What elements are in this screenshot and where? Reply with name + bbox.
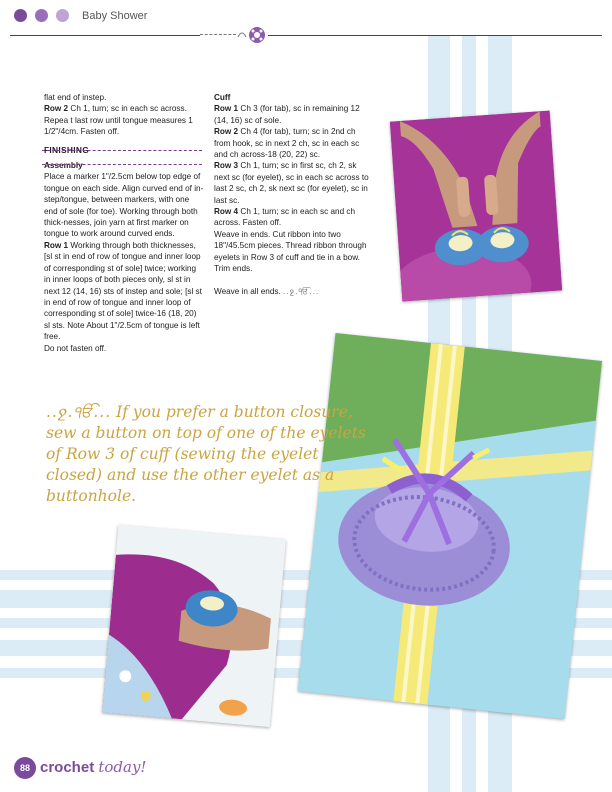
row-label: Row 1 xyxy=(44,240,69,250)
photo-hands-booties xyxy=(390,111,562,302)
header-dot-3 xyxy=(56,9,69,22)
row-text: Ch 1, turn; sc in first sc, ch 2, sk next sc (for eyelet), sc in each sc across to last 2 sc, ch 2, sk next sc (for eyelet), sc in last sc. xyxy=(214,161,369,205)
weave-text: Weave in ends. Cut ribbon into two 18"/45.5cm pieces. Thread ribbon through eyelets in Row 3 of cuff and tie in a bow. Trim ends. xyxy=(214,229,367,274)
row-label: Row 2 xyxy=(214,127,239,137)
cuff-row3 xyxy=(214,160,374,206)
row-text: Ch 1, turn; sc in each sc and ch across. Fasten off. xyxy=(214,207,356,228)
row-text: Ch 3 (for tab), sc in remaining 12 (14, 16) sc of sole. xyxy=(214,104,360,125)
closing-text: Do not fasten off. xyxy=(44,343,107,353)
row-label: Row 2 xyxy=(44,104,69,114)
brand-logo: crochet today! xyxy=(40,758,147,776)
text-column-2 xyxy=(214,92,374,297)
cuff-row4 xyxy=(214,206,374,229)
row2-paragraph xyxy=(44,103,204,137)
cuff-heading: Cuff xyxy=(214,93,231,102)
cuff-row1 xyxy=(214,103,374,126)
row-label: Row 4 xyxy=(214,207,239,217)
photo-gift-booties xyxy=(298,333,602,719)
quote-flourish-icon: ..ջ.ੴ... xyxy=(46,403,112,421)
intro-text: flat end of instep. xyxy=(44,93,107,102)
assembly-text: Place a marker 1"/2.5cm below top edge of tongue on each side. Align curved end of in-step/tongue, between markers, with one end of sole (for toe). Working through both thick-nesses, join yarn at first marker on tongue to work around curved ends. xyxy=(44,172,204,239)
text-column-1 xyxy=(44,92,204,354)
row-label: Row 1 xyxy=(214,104,239,114)
row-text: Working through both thicknesses, [sl st in end of row of tongue and inner loop of corresponding st of sole] twice; working in inner loops of both pieces only, sl st in next 12 (14, 16) sts of instep and sole; [sl st in end of row of tongue and inner loop of corresponding st of sole] twice-16 (18, 20) sl sts. Note About 1"/2.5cm of tongue is left free. xyxy=(44,240,202,342)
header-dot-1 xyxy=(14,9,27,22)
cuff-row2 xyxy=(214,126,374,160)
end-text: Weave in all ends. ..ջ.ੴ... xyxy=(214,286,320,296)
page-number: 88 xyxy=(14,757,36,779)
assembly-heading: Assembly xyxy=(44,161,83,171)
finishing-divider xyxy=(42,150,202,165)
header-rule xyxy=(10,35,200,36)
pull-quote xyxy=(46,402,376,507)
header-flower-icon xyxy=(236,25,268,45)
quote-text: If you prefer a button closure, sew a button on top of one of the eyelets of Row 3 of cuff (sewing the eyelet closed) and use the other eyelet as a buttonhole. xyxy=(46,403,366,505)
row1-paragraph xyxy=(44,240,204,343)
row-text: Ch 4 (for tab), turn; sc in 2nd ch from hook, sc in next 2 ch, sc in each sc and ch across-18 (20, 22) sc. xyxy=(214,127,360,160)
header-dashed-rule xyxy=(200,34,236,35)
photo-belly-booties xyxy=(102,525,286,727)
finishing-heading: FINISHING xyxy=(44,144,90,155)
section-title: Baby Shower xyxy=(82,10,148,22)
header-dot-2 xyxy=(35,9,48,22)
row-label: Row 3 xyxy=(214,161,239,171)
row-text: Ch 1, turn; sc in each sc across. Repea t last row until tongue measures 1 1/2"/4cm. Fasten off. xyxy=(44,104,193,137)
header-rule xyxy=(268,35,602,36)
